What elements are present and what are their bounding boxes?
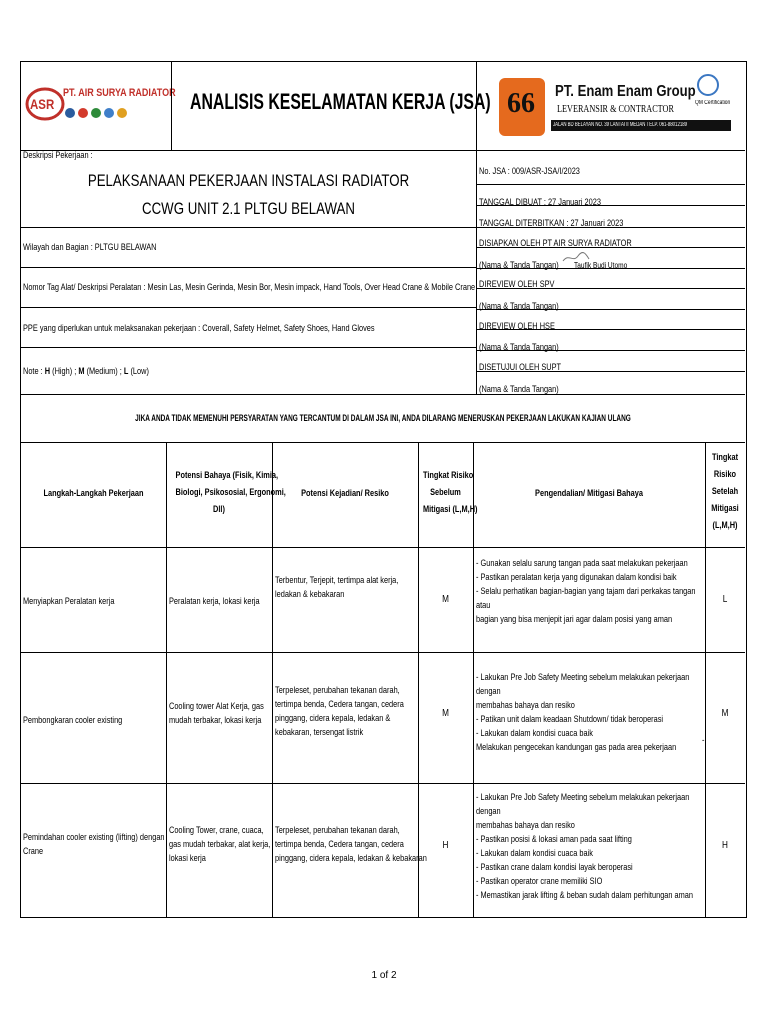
note-m-text: (Medium) ; (84, 366, 124, 376)
tanggal-diterbitkan: TANGGAL DITERBITKAN : 27 Januari 2023 (479, 218, 624, 228)
left-company-name: PT. AIR SURYA RADIATOR (63, 87, 176, 99)
cert-logo-1 (65, 108, 75, 118)
row-2-bahaya-line: mudah terbakar, lokasi kerja (169, 715, 262, 725)
row-2-mitigasi (476, 670, 697, 754)
row-2-mitigasi-line: Melakukan pengecekan kandungan gas pada area pekerjaan (476, 742, 677, 752)
row-2-bahaya-line: Cooling tower Alat Kerja, gas (169, 701, 264, 711)
header-sebelum-2: Sebelum (430, 487, 461, 497)
enam-logo-icon: 66 (499, 78, 545, 136)
header-pengendalian: Pengendalian/ Mitigasi Bahaya (535, 488, 643, 498)
note-h-text: (High) ; (50, 366, 79, 376)
cert-logo-3 (91, 108, 101, 118)
tanggal-dibuat: TANGGAL DIBUAT : 27 Januari 2023 (479, 197, 601, 207)
row-3-mitigasi-line: - Pastikan posisi & lokasi aman pada saat lifting (476, 834, 632, 844)
row-2-bahaya (169, 699, 264, 727)
row-3-mitigasi (476, 790, 697, 902)
row-1-mitigasi-line: - Selalu perhatikan bagian-bagian yang tajam dari perkakas tangan atau (476, 586, 696, 610)
row-2-mitigasi-line: membahas bahaya dan resiko (476, 700, 575, 710)
row-3-mitigasi-line: - Lakukan Pre Job Safety Meeting sebelum melakukan pekerjaan dengan (476, 792, 690, 816)
header-setelah-1: Tingkat (711, 452, 739, 462)
wilayah-text: Wilayah dan Bagian : PLTGU BELAWAN (23, 242, 157, 252)
right-address: JALAN BD BELAYAN NO. 39 LANTAI II MEDAN TELP. 061-88012189 (553, 122, 688, 128)
right-company-name: PT. Enam Enam Group (555, 83, 696, 100)
nama-ttd-1: (Nama & Tanda Tangan) (479, 260, 559, 270)
row-2-sebelum: M (442, 708, 449, 719)
row-1-kejadian (275, 573, 398, 601)
direview-hse: DIREVIEW OLEH HSE (479, 321, 555, 331)
asr-badge-text: ASR (30, 96, 55, 112)
jsa-sheet (20, 61, 747, 918)
header-setelah-4: Mitigasi (711, 503, 739, 513)
row-1-setelah: L (722, 594, 728, 605)
page-number: 1 of 2 (371, 970, 397, 981)
qm-cert-icon (697, 74, 719, 96)
header-setelah-5: (L,M,H) (712, 520, 738, 530)
header-setelah-3: Setelah (711, 486, 739, 496)
note-m: M (78, 366, 85, 376)
row-3-langkah (23, 830, 165, 858)
note-l-text: (Low) (128, 366, 149, 376)
row-2-kejadian (275, 683, 404, 739)
header-langkah: Langkah-Langkah Pekerjaan (43, 488, 144, 498)
row-1-mitigasi (476, 556, 697, 626)
row-1-kejadian-line: Terbentur, Terjepit, tertimpa alat kerja, (275, 575, 399, 585)
cert-logo-2 (78, 108, 88, 118)
header-kejadian: Potensi Kejadian/ Resiko (301, 488, 389, 498)
document-title: ANALISIS KESELAMATAN KERJA (JSA) (190, 89, 491, 114)
row-3-kejadian-line: Terpeleset, perubahan tekanan darah, (275, 825, 400, 835)
note-h: H (44, 366, 51, 376)
row-2-setelah: M (721, 708, 729, 719)
row-2-mitigasi-line: - Lakukan dalam kondisi cuaca baik (476, 728, 593, 738)
direview-spv: DIREVIEW OLEH SPV (479, 279, 555, 289)
header-sebelum-3: Mitigasi (L,M,H) (422, 504, 478, 514)
job-title-line-1: PELAKSANAAN PEKERJAAN INSTALASI RADIATOR (87, 171, 410, 190)
signer-1-name: Taufik Budi Utomo (574, 261, 628, 270)
row-2-kejadian-line: Terpeleset, perubahan tekanan darah, (275, 685, 400, 695)
note-text (23, 364, 149, 378)
row-3-mitigasi-line: membahas bahaya dan resiko (476, 820, 575, 830)
note-prefix: Note : (23, 366, 45, 376)
row-3-mitigasi-line: - Pastikan operator crane memiliki SIO (476, 876, 603, 886)
row-3-bahaya-line: lokasi kerja (169, 853, 206, 863)
note-l: L (123, 366, 129, 376)
ppe-text: PPE yang diperlukan untuk melaksanakan pekerjaan : Coverall, Safety Helmet, Safety Shoes, Hand Gloves (23, 323, 375, 333)
left-logo (25, 84, 176, 136)
row-2-mitigasi-dash: - (702, 735, 705, 745)
nomor-tag-text: Nomor Tag Alat/ Deskripsi Peralatan : Mesin Las, Mesin Gerinda, Mesin Bor, Mesin impack, Hand Tools, Over Head Crane & Mobile Crane (23, 282, 476, 292)
cert-logo-5 (117, 108, 127, 118)
row-2-kejadian-line: pinggang, cidera kepala, ledakan & (275, 713, 391, 723)
nama-ttd-4: (Nama & Tanda Tangan) (479, 384, 559, 394)
row-2-kejadian-line: kebakaran, tersengat listrik (275, 727, 364, 737)
row-2-langkah: Pembongkaran cooler existing (23, 715, 123, 725)
right-tagline: LEVERANSIR & CONTRACTOR (557, 104, 674, 115)
row-1-mitigasi-line: bagian yang bisa menjepit jari agar dalam posisi yang aman (476, 614, 673, 624)
row-3-bahaya (169, 823, 270, 865)
row-3-mitigasi-line: - Memastikan jarak lifting & beban sudah dalam perhitungan aman (476, 890, 694, 900)
warning-text: JIKA ANDA TIDAK MEMENUHI PERSYARATAN YANG TERCANTUM DI DALAM JSA INI, ANDA DILARANG MENERUSKAN PEKERJAAN LAKUKAN KAJIAN ULANG (135, 413, 631, 423)
row-3-langkah-line: Crane (23, 846, 44, 856)
no-jsa: No. JSA : 009/ASR-JSA/I/2023 (479, 166, 580, 176)
row-3-bahaya-line: Cooling Tower, crane, cuaca, (169, 825, 264, 835)
row-3-mitigasi-line: - Lakukan dalam kondisi cuaca baik (476, 848, 593, 858)
deskripsi-label: Deskripsi Pekerjaan : (23, 150, 93, 160)
row-1-sebelum: M (442, 594, 449, 605)
disiapkan-oleh: DISIAPKAN OLEH PT AIR SURYA RADIATOR (479, 238, 632, 248)
header-setelah-2: Risiko (713, 469, 737, 479)
header-potensi-bahaya-2: Biologi, Psikososial, Ergonomi, (175, 487, 286, 497)
right-logo (491, 74, 741, 144)
row-3-kejadian-line: pinggang, cidera kepala, ledakan & kebakaran (275, 853, 427, 863)
row-3-sebelum: H (442, 840, 449, 851)
row-3-kejadian-line: tertimpa benda, Cedera tangan, cedera (275, 839, 404, 849)
row-1-mitigasi-line: - Pastikan peralatan kerja yang digunakan dalam kondisi baik (476, 572, 677, 582)
row-3-kejadian (275, 823, 427, 865)
row-3-langkah-line: Pemindahan cooler existing (lifting) dengan (23, 832, 165, 842)
row-2-kejadian-line: tertimpa benda, Cedera tangan, cedera (275, 699, 404, 709)
row-2-mitigasi-line: - Patikan unit dalam keadaan Shutdown/ tidak beroperasi (476, 714, 664, 724)
row-3-bahaya-line: gas mudah terbakar, alat kerja, (169, 839, 271, 849)
cert-logos (65, 106, 135, 126)
row-2-mitigasi-line: - Lakukan Pre Job Safety Meeting sebelum melakukan pekerjaan dengan (476, 672, 690, 696)
row-1-kejadian-line: ledakan & kebakaran (275, 589, 345, 599)
row-3-mitigasi-line: - Pastikan crane dalam kondisi layak beroperasi (476, 862, 633, 872)
cert-logo-4 (104, 108, 114, 118)
row-1-langkah: Menyiapkan Peralatan kerja (23, 596, 115, 606)
header-potensi-bahaya-1: Potensi Bahaya (Fisik, Kimia, (175, 470, 279, 480)
nama-ttd-2: (Nama & Tanda Tangan) (479, 301, 559, 311)
row-3-setelah: H (722, 840, 728, 851)
row-1-mitigasi-line: - Gunakan selalu sarung tangan pada saat melakukan pekerjaan (476, 558, 688, 568)
row-1-bahaya: Peralatan kerja, lokasi kerja (169, 596, 260, 606)
disetujui-oleh: DISETUJUI OLEH SUPT (479, 362, 562, 372)
qm-cert-text: QM Certification (695, 100, 731, 106)
job-title-line-2: CCWG UNIT 2.1 PLTGU BELAWAN (142, 199, 355, 218)
nama-ttd-3: (Nama & Tanda Tangan) (479, 342, 559, 352)
header-potensi-bahaya-3: Dll) (213, 504, 225, 514)
header-sebelum-1: Tingkat Risiko (422, 470, 474, 480)
